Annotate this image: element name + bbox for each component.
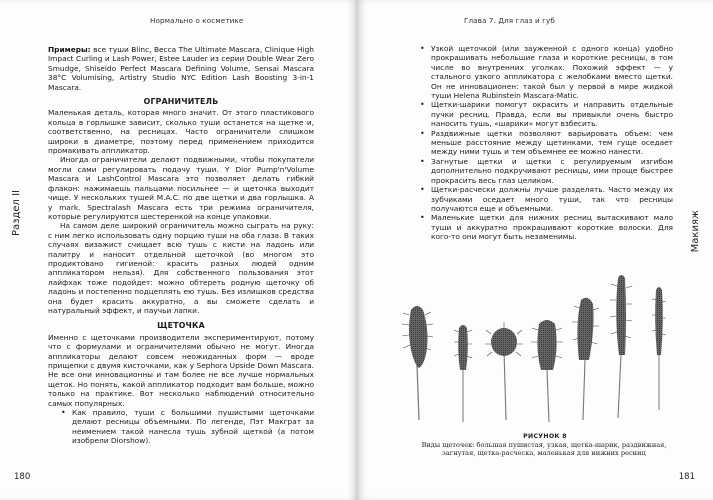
list-item [417, 44, 673, 100]
list-item-text: Маленькие щетки для нижних ресниц вытаскивают мало туши и аккуратно прокрашивают короткие волоски. Для кого-то они могут быть незаменимы. [431, 213, 673, 242]
figure-label: РИСУНОК 8 [523, 433, 567, 440]
bullet-icon: • [420, 128, 425, 138]
bullet-list [48, 408, 314, 446]
examples-text: все туши Blinc, Becca The Ultimate Mascara, Clinique High Impact Curling и Lash Power, Estee Lauder из серии Double Wear Zero Smudge, Shiseido Perfect Mascara Defining Volume, Sensai Mascara 38°C Volumising, Artistry Studio NYC Edition Lash Boosting 3-in-1 Mascara. [48, 45, 314, 92]
paragraph: Иногда ограничители делают подвижными, чтобы покупатели могли сами регулировать подачу туши. Y Dior Pump'n'Volume Mascara и LashControl Mascara это позволяет делать гибкий флакон: нажимаешь пальцами посильнее — и щеточка выходит чище. У нескольких тушей M.A.C. по две щетки и два горлышка. А у mark. Spectralash Mascara есть три режима ограничителя, которые регулируются шестеренкой на конце упаковки. [48, 155, 314, 221]
brush-narrow-icon [454, 325, 472, 422]
brush-comb-icon [610, 275, 632, 418]
bullet-icon: • [420, 100, 425, 110]
list-item [417, 100, 673, 128]
section-side-tab: Раздел II [11, 190, 22, 237]
list-item [417, 157, 673, 185]
brush-ball-icon [485, 322, 523, 420]
bullet-icon: • [420, 213, 425, 223]
section-heading-brush: ЩЕТОЧКА [157, 321, 205, 331]
list-item [417, 185, 673, 213]
bullet-icon: • [420, 44, 425, 53]
list-item [417, 213, 673, 241]
list-item-text: Раздвижные щетки позволяют варьировать объем: чем меньше расстояние между щетинками, тем гуще оседает между ними тушь и тем объемнее ее можно нанести. [431, 128, 673, 157]
examples-paragraph [48, 45, 314, 92]
bullet-list [417, 44, 673, 242]
brush-small-lower-icon [652, 287, 666, 410]
list-item-text: Щетки-шарики помогут окрасить и направить отдельные пучки ресниц. Правда, если вы привыкли очень быстро наносить тушь, «шарики» могут взбесить. [431, 100, 673, 129]
brush-big-fluffy-icon [402, 306, 433, 420]
left-page-body [48, 45, 314, 446]
right-page [357, 0, 713, 500]
paragraph: На самом деле широкий ограничитель можно сыграть на руку: с ним легко использовать одну порцию туши на оба глаза. В таких случаях визажист счищает всю тушь с кисти на ладонь или палитру и наносит отдельной щеточкой (во многом это продиктовано гигиеной: красить разных людей одним аппликатором нельзя). Для собственного пользования этот лайфхак тоже подойдет: можно обтереть родную щеточку об ладонь и постепенно подцеплять ею тушь. Без излишков средства она будет красить аккуратно, а вы сможете сделать и натуральный эффект, и паучьи лапки. [48, 221, 314, 315]
list-item [417, 129, 673, 157]
running-head: Нормально о косметике [150, 16, 244, 25]
paragraph: Именно с щеточками производители экспериментируют, потому что с формулами и ограничителями обычно не могут. Иногда аппликаторы делают совсем неожиданных форм — вроде прищепки с двумя кисточками, как у Sephora Upside Down Mascara. Не все они инновационны и там более не все лучше нормальных щеток. Но понять, какой аппликатор подходит вам больше, можно только на практике. Вот несколько наблюдений относительно самых популярных. [48, 332, 314, 408]
paragraph: Маленькая деталь, которая много значит. От этого пластикового кольца в горлышке зависит, сколько туши останется на щетке и, соответственно, на ресницах. Часто ограничители слишком широки в диаметре, поэтому перед применением приходится промакивать аппликатор. [48, 108, 314, 156]
list-item [48, 408, 314, 446]
brush-curved-icon [572, 298, 599, 420]
page-number: 181 [678, 472, 695, 482]
list-item-text: Щетки-расчески должны лучше разделять. Часто между их зубчиками оседает много туши, так что ресницы получаются еще и объемными. [431, 185, 673, 213]
running-head: Глава 7. Для глаз и губ [464, 16, 555, 25]
bullet-icon: • [420, 185, 425, 195]
section-heading-limiter: ОГРАНИЧИТЕЛЬ [143, 97, 219, 107]
figure-caption: Виды щеточек: большая пушистая, узкая, щетка-шарик, раздвижная, загнутая, щетка-расческа, маленькая для нижних ресниц [421, 441, 667, 458]
mascara-brushes-illustration [397, 270, 683, 430]
brush-expandable-icon [531, 320, 563, 422]
examples-label: Примеры: [48, 45, 91, 54]
bullet-icon: • [420, 156, 425, 166]
list-item-text: Как правило, туши с большими пушистыми щеточками делают ресницы объемными. По легенде, Пэт Макграт за неимением такой нанесла тушь зубной щеткой (а потом изобрели Diorshow). [72, 408, 314, 446]
bullet-icon: • [61, 408, 66, 418]
right-page-body [417, 44, 673, 242]
list-item-text: Загнутые щетки и щетки с регулируемым изгибом дополнительно подкручивают ресницы, ими проще быстрее прокрасить весь глаз целиком. [431, 156, 673, 185]
page-number: 180 [14, 472, 31, 482]
section-side-tab: Макияж [690, 210, 701, 253]
list-item-text: Узкой щеточкой (или зауженной с одного конца) удобно прокрашивать небольшие глаза и короткие ресницы, в том числе во внутренних уголках. Похожий эффект — у стального узкого аппликатора с желобками вместо щетки. Он не инновационен: такой был у первой в мире жидкой туши Helena Rubinstein Mascara-Matic. [431, 44, 673, 101]
